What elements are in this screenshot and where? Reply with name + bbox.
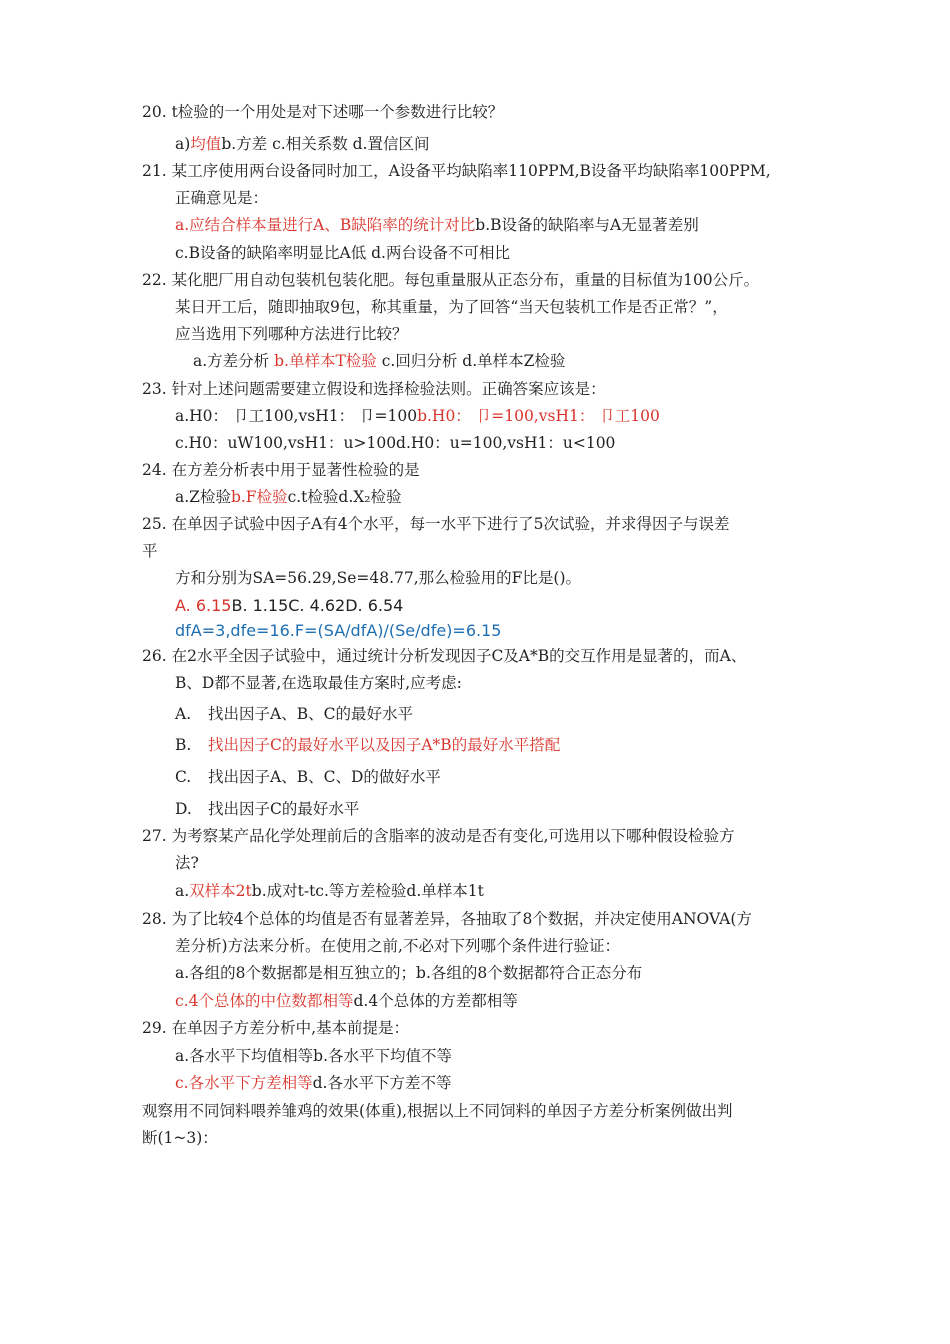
q23-options-1: a.H0： 卩工100,vsH1： 卩=100b.H0： 卩=100,vsH1： 卩工100 <box>175 407 660 425</box>
q27-stem: 27. 为考察某产品化学处理前后的含脂率的波动是否有变化,可选用以下哪种假设检验方 <box>142 827 735 845</box>
q23-answer: b.H0： 卩=100,vsH1： 卩工100 <box>417 407 660 425</box>
q28-options-2: c.4个总体的中位数都相等d.4个总体的方差都相等 <box>175 992 518 1010</box>
q22-stem-cont-2: 应当选用下列哪种方法进行比较？ <box>175 325 408 343</box>
q28-stem: 28. 为了比较4个总体的均值是否有显著差异，各抽取了8个数据，并决定使用ANOVA(方 <box>142 910 752 928</box>
q26-option-c: C. 找出因子A、B、C、D的做好水平 <box>175 768 441 786</box>
q26-stem: 26. 在2水平全因子试验中，通过统计分析发现因子C及A*B的交互作用是显著的，而A、 <box>142 647 747 665</box>
q29-stem: 29. 在单因子方差分析中,基本前提是： <box>142 1019 410 1037</box>
closing-paragraph: 观察用不同饲料喂养雏鸡的效果(体重),根据以上不同饲料的单因子方差分析案例做出判 <box>142 1102 733 1120</box>
q27-stem-cont: 法? <box>175 854 199 872</box>
q21-stem-cont: 正确意见是： <box>175 189 269 207</box>
q22-stem: 22. 某化肥厂用自动包装机包装化肥。每包重量服从正态分布，重量的目标值为100公斤。 <box>142 271 760 289</box>
q26-stem-cont: B、D都不显著,在选取最佳方案时,应考虑: <box>175 674 462 692</box>
q26-option-a: A. 找出因子A、B、C的最好水平 <box>175 705 413 723</box>
q20-answer: 均值 <box>190 135 222 153</box>
q21-options-1: a.应结合样本量进行A、B缺陷率的统计对比b.B设备的缺陷率与A无显著差别 <box>175 216 699 234</box>
q25-options: A. 6.15B. 1.15C. 4.62D. 6.54 <box>175 596 404 615</box>
q24-options: a.Z检验b.F检验c.t检验d.X₂检验 <box>175 488 402 506</box>
q20-stem: 20. t检验的一个用处是对下述哪一个参数进行比较？ <box>142 103 504 121</box>
q25-answer: A. 6.15 <box>175 596 232 615</box>
q28-options-1: a.各组的8个数据都是相互独立的；b.各组的8个数据都符合正态分布 <box>175 964 643 982</box>
q20-options: a)均值b.方差 c.相关系数 d.置信区间 <box>175 135 430 153</box>
q24-stem: 24. 在方差分析表中用于显著性检验的是 <box>142 461 420 479</box>
q25-stem-cont: 方和分别为SA=56.29,Se=48.77,那么检验用的F比是()。 <box>175 569 582 587</box>
q24-answer: b.F检验 <box>230 488 288 506</box>
q27-answer: 双样本2t <box>189 882 252 900</box>
q22-options: a.方差分析 b.单样本T检验 c.回归分析 d.单样本Z检验 <box>193 352 566 370</box>
q29-options-2: c.各水平下方差相等d.各水平下方差不等 <box>175 1074 452 1092</box>
q28-answer: c.4个总体的中位数都相等 <box>175 992 354 1010</box>
q22-answer: b.单样本T检验 <box>274 352 377 370</box>
q21-options-2: c.B设备的缺陷率明显比A低 d.两台设备不可相比 <box>175 244 510 262</box>
q25-note: dfA=3,dfe=16.F=(SA/dfA)/(Se/dfe)=6.15 <box>175 621 502 640</box>
q22-stem-cont-1: 某日开工后，随即抽取9包，称其重量，为了回答“当天包装机工作是否正常？”， <box>175 298 728 316</box>
q29-options-1: a.各水平下均值相等b.各水平下均值不等 <box>175 1047 453 1065</box>
q29-answer: c.各水平下方差相等 <box>175 1074 313 1092</box>
q21-stem: 21. 某工序使用两台设备同时加工，A设备平均缺陷率110PPM,B设备平均缺陷率100PPM, <box>142 162 771 180</box>
q25-stem-wrap: 平 <box>142 542 158 560</box>
q26-option-b: B. 找出因子C的最好水平以及因子A*B的最好水平搭配 <box>175 736 561 754</box>
q25-stem: 25. 在单因子试验中因子A有4个水平，每一水平下进行了5次试验，并求得因子与误差 <box>142 515 730 533</box>
q27-options: a.双样本2tb.成对t-tc.等方差检验d.单样本1t <box>175 882 484 900</box>
q26-answer: 找出因子C的最好水平以及因子A*B的最好水平搭配 <box>208 736 561 754</box>
q21-answer: a.应结合样本量进行A、B缺陷率的统计对比 <box>175 216 476 234</box>
closing-paragraph-cont: 断(1~3)： <box>142 1129 218 1147</box>
q28-stem-cont: 差分析)方法来分析。在使用之前,不必对下列哪个条件进行验证： <box>175 937 620 955</box>
q23-stem: 23. 针对上述问题需要建立假设和选择检验法则。正确答案应该是： <box>142 380 606 398</box>
q26-option-d: D. 找出因子C的最好水平 <box>175 800 360 818</box>
q23-options-2: c.H0：uW100,vsH1：u>100d.H0：u=100,vsH1：u<100 <box>175 434 616 452</box>
